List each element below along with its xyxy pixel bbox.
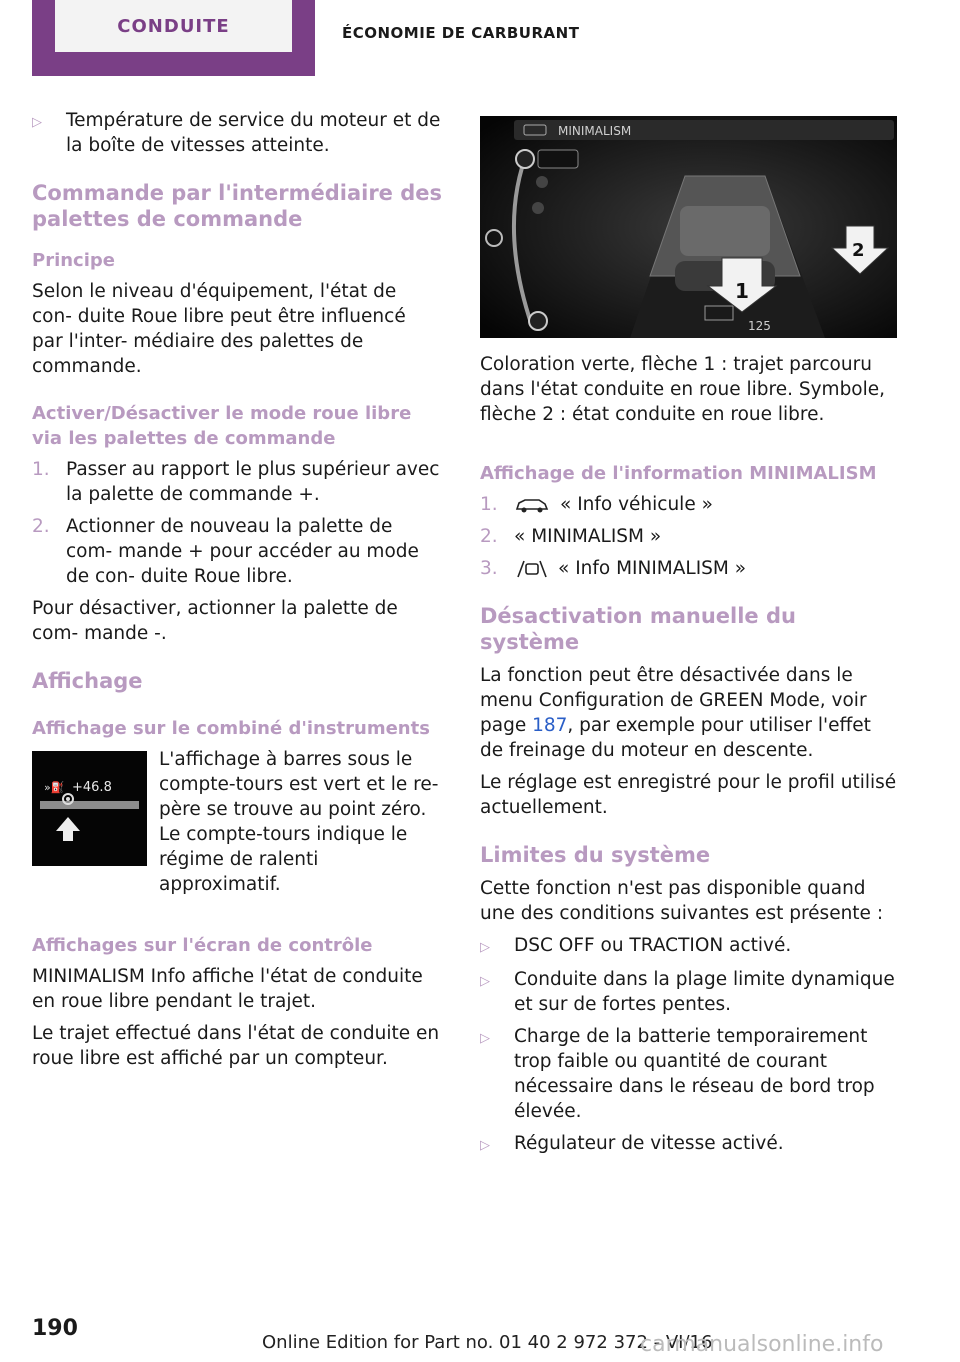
- chapter-tab-label: CONDUITE: [55, 0, 292, 52]
- triangle-bullet-icon: ▷: [480, 974, 490, 989]
- page-link[interactable]: 187: [532, 715, 568, 736]
- list-item: ▷ Température de service du moteur et de la boîte de vitesses atteinte.: [32, 110, 441, 156]
- heading-limites: Limites du système: [480, 843, 711, 867]
- paragraph-principe: Selon le niveau d'équipement, l'état de con- duite Roue libre peut être influencé par l'inter- médiaire des palettes de commande.: [32, 281, 406, 377]
- list-item: 2. « MINIMALISM »: [480, 526, 662, 547]
- heading-commande: Commande par l'intermédiaire des palettes de commande: [32, 181, 443, 231]
- paragraph-limites: Cette fonction n'est pas disponible quand une des conditions suivantes est présente :: [480, 878, 884, 924]
- list-item: ▷ Conduite dans la plage limite dynamique et sur de fortes pentes.: [480, 969, 895, 1015]
- list-item: 1. Passer au rapport le plus supérieur avec la palette de commande +.: [32, 459, 440, 505]
- minimalism-icon: [514, 559, 548, 579]
- chapter-tab: [32, 0, 315, 76]
- heading-desactivation: Désactivation manuelle du système: [480, 604, 796, 654]
- heading-combine: Affichage sur le combiné d'instruments: [32, 718, 430, 739]
- triangle-bullet-icon: ▷: [480, 940, 490, 955]
- svg-text:2: 2: [852, 240, 865, 261]
- paragraph-reglage: Le réglage est enregistré pour le profil utilisé actuellement.: [480, 772, 897, 818]
- coast-icon: »⛽: [44, 781, 65, 794]
- list-item: ▷ DSC OFF ou TRACTION activé.: [480, 933, 898, 960]
- svg-text:125: 125: [748, 319, 771, 333]
- list-item: 2. Actionner de nouveau la palette de com- mande + pour accéder au mode de con- duite Roue libre.: [32, 516, 419, 587]
- triangle-bullet-icon: ▷: [480, 1031, 490, 1046]
- paragraph-coloration: Coloration verte, flèche 1 : trajet parcouru dans l'état conduite en roue libre. Symbole, flèche 2 : état conduite en roue libre.: [480, 354, 886, 425]
- right-column: [480, 112, 898, 1165]
- paragraph-ecran-2: Le trajet effectué dans l'état de conduite en roue libre est affiché par un compteur.: [32, 1023, 440, 1069]
- cluster-figure-row: [32, 747, 442, 897]
- heading-info: Affichage de l'information MINIMALISM: [480, 463, 877, 484]
- instrument-cluster-image: [32, 751, 147, 866]
- triangle-bullet-icon: ▷: [480, 1138, 490, 1153]
- heading-affichage: Affichage: [32, 669, 143, 693]
- paragraph-desactivation: La fonction peut être désactivée dans le menu Configuration de GREEN Mode, voir page 187, par exemple pour utiliser l'effet de freinage du moteur en descente.: [480, 665, 871, 761]
- triangle-bullet-icon: ▷: [32, 115, 42, 130]
- list-item: 3. « Info MINIMALISM »: [480, 558, 747, 579]
- minimalism-screen-image: [480, 116, 897, 338]
- page-number: 190: [32, 1316, 78, 1341]
- list-item: 1. « Info véhicule »: [480, 494, 713, 515]
- heading-activer: Activer/Désactiver le mode roue libre via les palettes de commande: [32, 403, 412, 449]
- heading-ecran: Affichages sur l'écran de contrôle: [32, 935, 373, 956]
- paragraph-combine: L'affichage à barres sous le compte-tours est vert et le re- père se trouve au point zéro. Le compte-tours indique le régime de ralenti approximatif.: [159, 749, 439, 895]
- edition-footer: Online Edition for Part no. 01 40 2 972 372 - VI/16: [262, 1332, 713, 1353]
- car-icon: [514, 496, 550, 514]
- svg-text:MINIMALISM: MINIMALISM: [558, 124, 632, 138]
- left-column: [32, 108, 442, 1078]
- heading-principe: Principe: [32, 250, 115, 271]
- list-item: ▷ Régulateur de vitesse activé.: [480, 1131, 898, 1158]
- section-title: ÉCONOMIE DE CARBURANT: [342, 24, 580, 42]
- paragraph-desactiver: Pour désactiver, actionner la palette de com- mande -.: [32, 598, 398, 644]
- svg-text:1: 1: [735, 279, 749, 303]
- paragraph-ecran-1: MINIMALISM Info affiche l'état de conduite en roue libre pendant le trajet.: [32, 966, 423, 1012]
- watermark: carmanualsonline.info: [640, 1332, 884, 1357]
- list-item: ▷ Charge de la batterie temporairement trop faible ou quantité de courant nécessaire dans le réseau de bord trop élevée.: [480, 1026, 875, 1122]
- cluster-value: +46.8: [72, 780, 112, 795]
